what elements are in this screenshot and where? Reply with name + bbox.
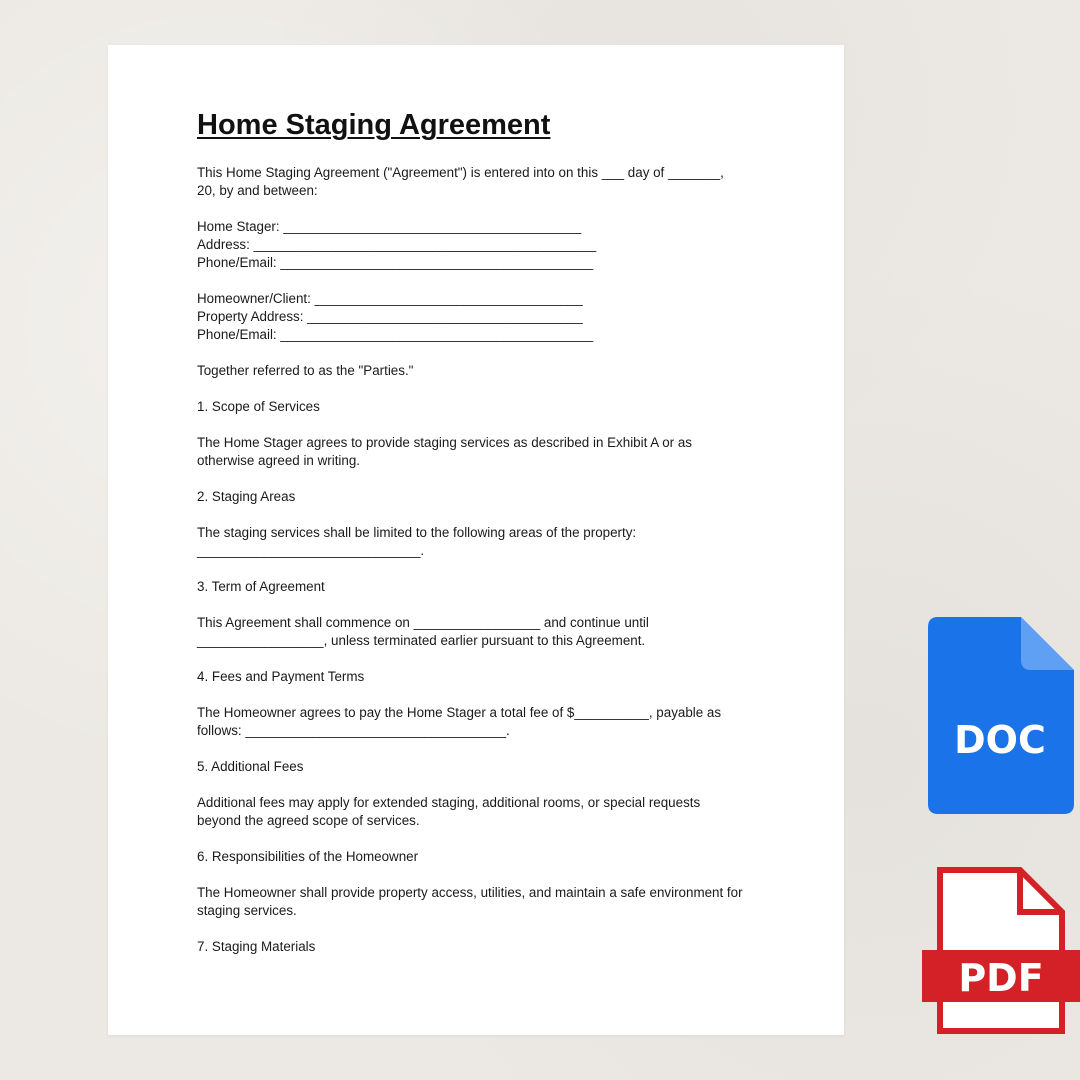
doc-file-icon <box>928 617 1074 814</box>
section-4-body: The Homeowner agrees to pay the Home Stager a total fee of $__________, payable as follows: ___________________________________. <box>197 705 722 738</box>
section-1-body: The Home Stager agrees to provide staging services as described in Exhibit A or as otherwise agreed in writing. <box>197 435 692 468</box>
intro-paragraph: This Home Staging Agreement ("Agreement") is entered into on this ___ day of _______, 20, by and between: <box>197 165 724 198</box>
document-page <box>108 45 844 1035</box>
section-3-body: This Agreement shall commence on _________________ and continue until _________________, unless terminated earlier pursuant to this Agreement. <box>197 615 649 648</box>
section-4-heading: 4. Fees and Payment Terms <box>197 669 365 684</box>
document-body <box>197 164 797 956</box>
client-info <box>197 290 797 344</box>
section-3-heading: 3. Term of Agreement <box>197 579 325 594</box>
client-address-field: Property Address: _____________________________________ <box>197 309 583 324</box>
section-2-body: The staging services shall be limited to the following areas of the property: ______________________________. <box>197 525 637 558</box>
section-5-body: Additional fees may apply for extended staging, additional rooms, or special requests beyond the agreed scope of services. <box>197 795 701 828</box>
doc-label: DOC <box>954 718 1046 762</box>
doc-file-body <box>928 617 1074 814</box>
stager-contact-field: Phone/Email: __________________________________________ <box>197 255 594 270</box>
stager-address-field: Address: ______________________________________________ <box>197 237 597 252</box>
pdf-file-icon <box>922 867 1080 1034</box>
client-contact-field: Phone/Email: __________________________________________ <box>197 327 594 342</box>
section-5-heading: 5. Additional Fees <box>197 759 304 774</box>
section-1-heading: 1. Scope of Services <box>197 399 320 414</box>
parties-paragraph: Together referred to as the "Parties." <box>197 363 414 378</box>
doc-file-fold <box>1021 617 1074 670</box>
stager-name-field: Home Stager: ________________________________________ <box>197 219 582 234</box>
section-6-heading: 6. Responsibilities of the Homeowner <box>197 849 419 864</box>
stager-info <box>197 218 797 272</box>
document-title: Home Staging Agreement <box>197 109 551 141</box>
section-2-heading: 2. Staging Areas <box>197 489 296 504</box>
section-6-body: The Homeowner shall provide property access, utilities, and maintain a safe environment for staging services. <box>197 885 743 918</box>
section-7-heading: 7. Staging Materials <box>197 939 316 954</box>
client-name-field: Homeowner/Client: ____________________________________ <box>197 291 583 306</box>
pdf-label: PDF <box>958 956 1044 1000</box>
